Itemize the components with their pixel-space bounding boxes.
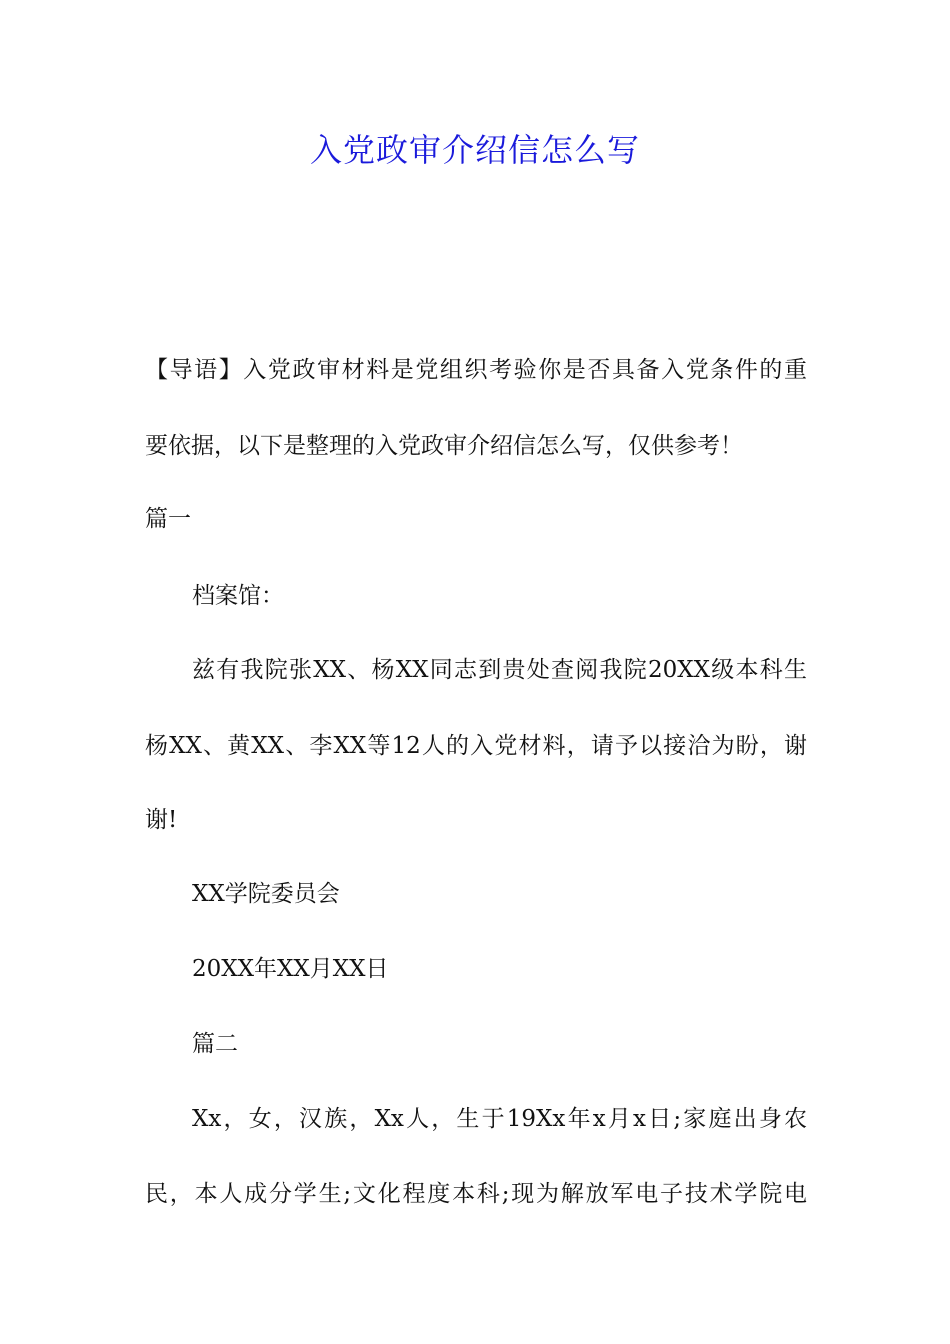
section-2-line-1: Xx，女，汉族，Xx人，生于19Xx年x月x日;家庭出身农 [192, 1106, 807, 1132]
document-title: 入党政审介绍信怎么写 [309, 131, 640, 169]
letter-body-line-3: 谢! [145, 807, 178, 833]
section-heading-2: 篇二 [192, 1031, 238, 1057]
section-heading-1: 篇一 [145, 506, 191, 532]
letter-signature: XX学院委员会 [192, 881, 340, 907]
letter-recipient: 档案馆： [192, 583, 284, 609]
intro-line-1: 【导语】入党政审材料是党组织考验你是否具备入党条件的重 [145, 357, 807, 383]
letter-body-line-2: 杨XX、黄XX、李XX等12人的入党材料，请予以接洽为盼，谢 [145, 733, 807, 759]
letter-date: 20XX年XX月XX日 [192, 956, 389, 982]
intro-line-2: 要依据，以下是整理的入党政审介绍信怎么写，仅供参考！ [145, 433, 743, 459]
section-2-line-2: 民，本人成分学生;文化程度本科;现为解放军电子技术学院电 [145, 1181, 807, 1207]
letter-body-line-1: 兹有我院张XX、杨XX同志到贵处查阅我院20XX级本科生 [192, 657, 807, 683]
